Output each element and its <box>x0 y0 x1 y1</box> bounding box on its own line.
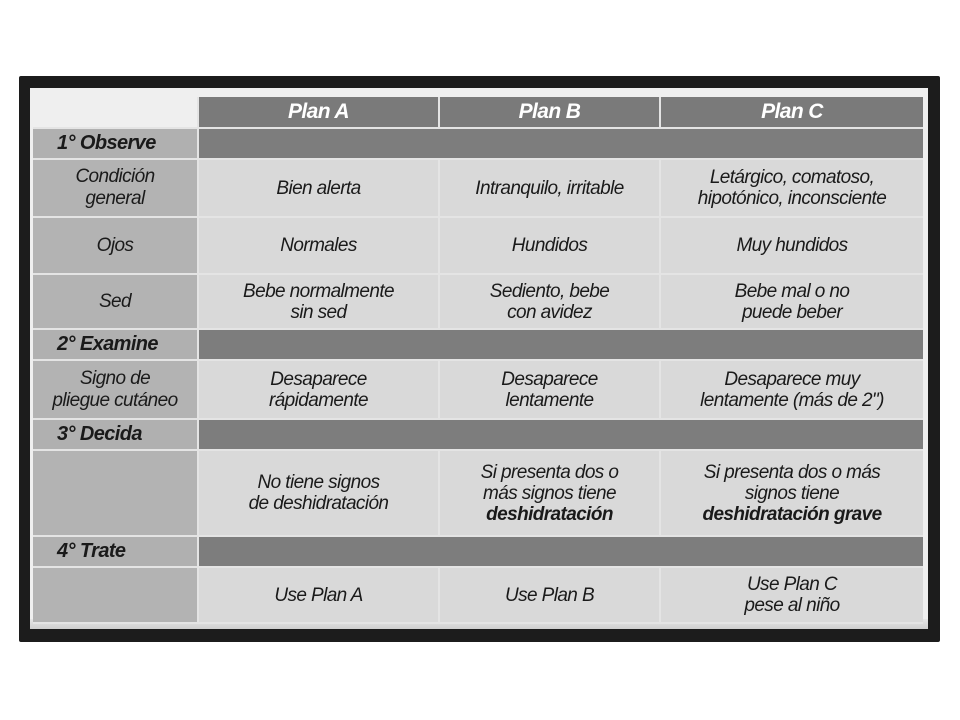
cell-line: Use Plan C <box>746 574 838 595</box>
section-treat-band <box>198 536 923 567</box>
cell-line: Si presenta dos o más <box>703 461 881 483</box>
header-plan-a: Plan A <box>198 97 439 128</box>
cell-sed-plan-a <box>198 274 439 329</box>
label-line: Condición <box>75 166 155 187</box>
cell-ojos-plan-c: Muy hundidos <box>660 217 923 274</box>
cell-decide-plan-c <box>660 450 923 536</box>
section-examine <box>33 329 923 360</box>
cell-line: lentamente <box>505 389 594 411</box>
cell-trate-plan-b: Use Plan B <box>439 567 660 623</box>
cell-line: No tiene signos <box>257 472 380 493</box>
cell-signo-plan-b <box>439 360 660 419</box>
bold-text: deshidratación grave <box>702 503 882 525</box>
cell-line: con avidez <box>507 301 592 323</box>
cell-condicion-plan-b: Intranquilo, irritable <box>439 159 660 217</box>
cell-line: hipotónico, inconsciente <box>697 188 887 209</box>
row-label-trate-empty <box>33 567 198 623</box>
row-label-signo <box>33 360 198 419</box>
section-decide <box>33 419 923 450</box>
section-decide-label: 3° Decida <box>33 419 198 450</box>
cell-decide-plan-b <box>439 450 660 536</box>
cell-trate-plan-a: Use Plan A <box>198 567 439 623</box>
row-sed <box>33 274 923 329</box>
cell-decide-plan-a <box>198 450 439 536</box>
cell-sed-plan-b <box>439 274 660 329</box>
cell-ojos-plan-b: Hundidos <box>439 217 660 274</box>
section-decide-band <box>198 419 923 450</box>
label-line: general <box>85 188 145 209</box>
cell-line: puede beber <box>741 301 843 323</box>
row-decide <box>33 450 923 536</box>
label-line: pliegue cutáneo <box>52 389 178 411</box>
bold-text: deshidratación <box>486 503 613 525</box>
cell-line: Desaparece <box>501 368 598 390</box>
row-label-decide-empty <box>33 450 198 536</box>
section-treat-label: 4° Trate <box>33 536 198 567</box>
cell-line: Si presenta dos o <box>480 461 619 483</box>
section-examine-band <box>198 329 923 360</box>
cell-line: lentamente (más de 2") <box>700 389 884 411</box>
cell-line: Letárgico, comatoso, <box>709 167 875 188</box>
header-plan-b: Plan B <box>439 97 660 128</box>
header-plan-c: Plan C <box>660 97 923 128</box>
section-treat <box>33 536 923 567</box>
cell-line: pese al niño <box>744 595 840 616</box>
dehydration-assessment-table <box>33 97 923 624</box>
cell-signo-plan-c <box>660 360 923 419</box>
cell-trate-plan-c <box>660 567 923 623</box>
cell-condicion-plan-c <box>660 159 923 217</box>
cell-sed-plan-c <box>660 274 923 329</box>
cell-line-bold <box>440 504 659 525</box>
cell-line: Desaparece muy <box>724 368 860 390</box>
cell-line: Bebe mal o no <box>734 280 850 302</box>
cell-line: Sediento, bebe <box>489 280 610 302</box>
cell-line: signos tiene <box>744 482 840 504</box>
cell-signo-plan-a <box>198 360 439 419</box>
row-signo-pliegue <box>33 360 923 419</box>
section-observe-band <box>198 128 923 159</box>
row-label-ojos: Ojos <box>33 217 198 274</box>
section-examine-label: 2° Examine <box>33 329 198 360</box>
cell-line-bold <box>661 504 923 525</box>
row-ojos <box>33 217 923 274</box>
cell-line: Desaparece <box>270 368 367 390</box>
row-label-sed: Sed <box>33 274 198 329</box>
cell-line: de deshidratación <box>248 493 389 514</box>
cell-line: rápidamente <box>268 389 369 411</box>
label-line: Signo de <box>79 367 151 389</box>
cell-line: más signos tiene <box>483 482 616 504</box>
header-corner <box>33 97 198 128</box>
cell-line: sin sed <box>290 301 347 323</box>
cell-condicion-plan-a: Bien alerta <box>198 159 439 217</box>
cell-ojos-plan-a: Normales <box>198 217 439 274</box>
section-observe <box>33 128 923 159</box>
section-observe-label: 1° Observe <box>33 128 198 159</box>
row-condicion-general <box>33 159 923 217</box>
header-row <box>33 97 923 128</box>
row-trate <box>33 567 923 623</box>
cell-line: Bebe normalmente <box>243 280 394 302</box>
row-label-condicion <box>33 159 198 217</box>
